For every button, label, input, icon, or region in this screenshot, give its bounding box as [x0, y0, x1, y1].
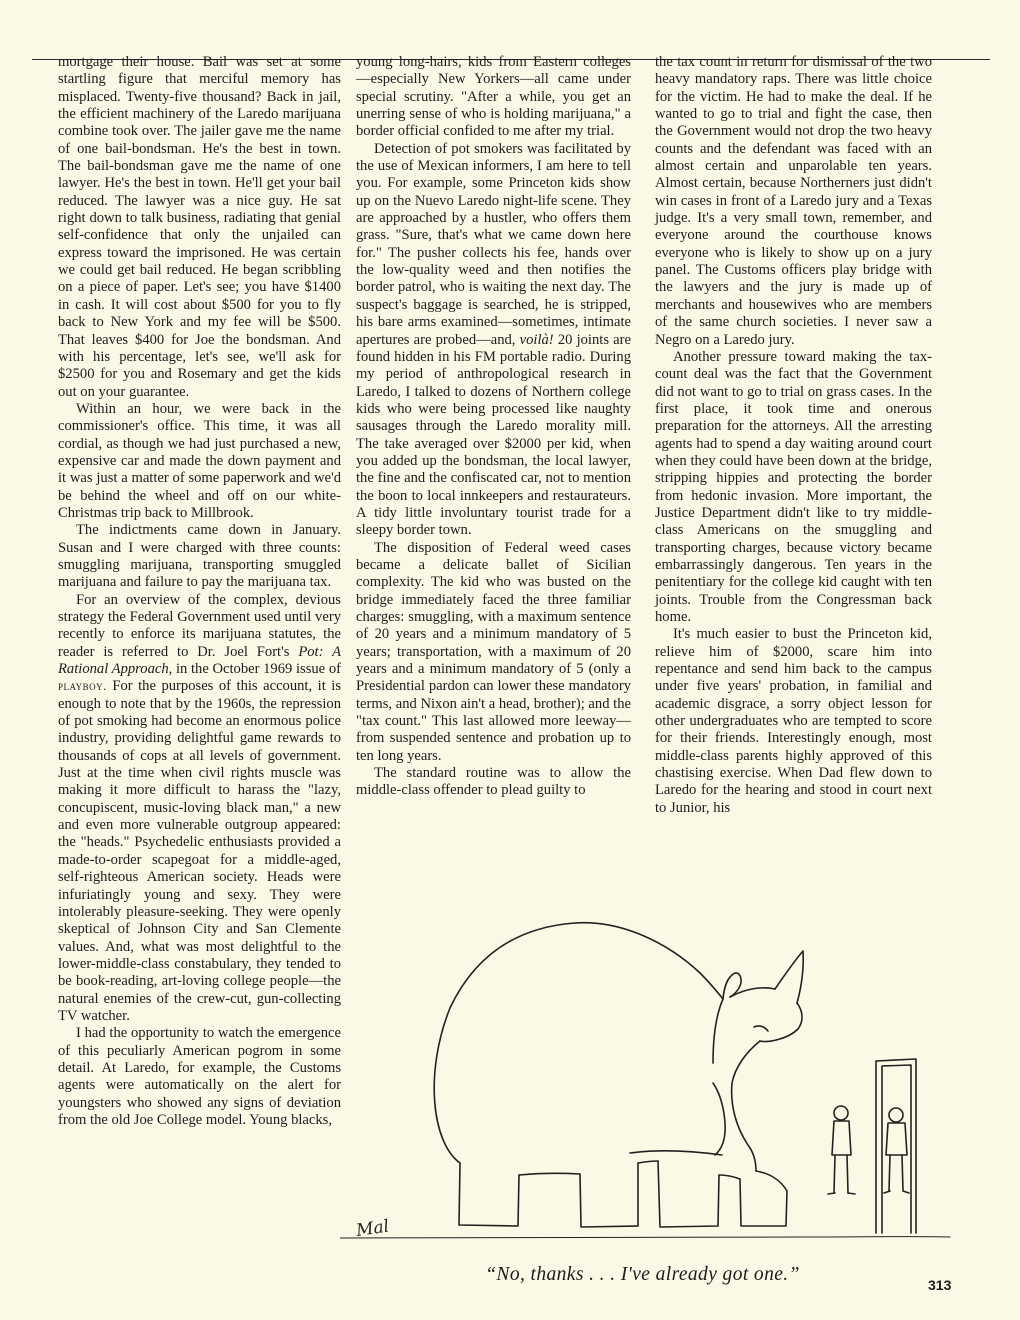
article-title: Pot: A Rational Approach,	[58, 643, 341, 678]
magazine-name: playboy.	[58, 679, 107, 694]
text-column-1	[58, 54, 341, 1129]
paragraph: It's much easier to bust the Princeton kid, relieve him of $2000, scare him into repentance and send him back to the campus under five years' probation, in familial and academic disgrace, a sorry object lesson for other undergraduates who are tempted to score for their friends. Interestingly enough, most middle-class parents highly approved of this chastising exercise. When Dad flew down to Laredo for the hearing and stood in court next to Junior, his	[655, 626, 932, 816]
text-column-2	[356, 54, 631, 800]
salesman-figure	[828, 1106, 855, 1194]
paragraph: young long-hairs, kids from Eastern colleges—especially New Yorkers—all came under special scrutiny. "After a while, you get an unerring sense of who is holding marijuana," a border official confided to me after my trial.	[356, 54, 631, 140]
paragraph-fort-reference	[58, 592, 341, 1026]
ground-line	[340, 1237, 950, 1239]
paragraph: the tax count in return for dismissal of the two heavy mandatory raps. There was little choice for the victim. He had to make the deal. If he wanted to go to trial and fight the case, then the Government would not drop the two heavy counts and the defendant was faced with an almost certain and unparolable ten years. Almost certain, because Northerners just didn't win cases in front of a Laredo jury and a Texas judge. It's a very small town, remember, and everyone around the courthouse knows everyone who is likely to show up on a jury panel. The Customs officers play bridge with the lawyers and the jury is made up of merchants and housewives who are members of the same church societies. I never saw a Negro on a Laredo jury.	[655, 54, 932, 348]
rhinoceros-drawing	[434, 923, 803, 1227]
rhinoceros-cartoon	[340, 893, 980, 1263]
paragraph: I had the opportunity to watch the emergence of this peculiarly American pogrom in some detail. At Laredo, for example, the Customs agents were automatically on the alert for youngsters who showed any signs of deviation from the old Joe College model. Young blacks,	[58, 1025, 341, 1128]
text-run: 20 joints are found hidden in his FM portable radio. During my period of anthropological research in Laredo, I talked to dozens of Northern college kids who were being processed like naughty sausages through the Laredo morality mill. The take averaged over $2000 per kid, when you added up the bondsman, the local lawyer, the fine and the confiscated car, not to mention the boon to local innkeepers and restaurateurs. A tidy little involuntary tourist trade for a sleepy border town.	[356, 331, 631, 539]
doorway-drawing	[876, 1059, 916, 1233]
artist-signature: Mal	[354, 1216, 391, 1241]
paragraph: The indictments came down in January. Susan and I were charged with three counts: smuggling marijuana, transporting smuggled marijuana and failure to pay the marijuana tax.	[58, 522, 341, 591]
cartoon-caption: “No, thanks . . . I've already got one.”	[485, 1264, 800, 1285]
paragraph: mortgage their house. Bail was set at some startling figure that merciful memory has misplaced. Twenty-five thousand? Back in jail, the efficient machinery of the Laredo marijuana combine took over. The jailer gave me the name of one bail-bondsman. He's the best in town. The bail-bondsman gave me the name of one lawyer. He's the best in town. He'll get your bail reduced. The lawyer was a nice guy. He sat right down to talk business, radiating that genial self-confidence that only the unjailed can express toward the imprisoned. He was certain we could get bail reduced. He began scribbling on a piece of paper. Let's see; you have $1400 in cash. It will cost about $500 for you to fly back to New York and my fee will be $500. That leaves $400 for Joe the bondsman. And with his percentage, let's see, we'll ask for $2500 for you and Rosemary and get the kids out on your guarantee.	[58, 54, 341, 400]
text-run: in the October 1969 issue of	[175, 661, 341, 678]
text-run: For the purposes of this account, it is enough to note that by the 1960s, the repression of pot smoking had become an enormous police industry, providing delightful game rewards to thousands of cops at all levels of government. Just at the time when civil rights muscle was making it more difficult to harass the "lazy, concupiscent, music-loving black man," a new and even more vulnerable outgroup appeared: the "heads." Psychedelic enthusiasts provided a made-to-order scapegoat for a middle-aged, self-righteous American society. Heads were infuriatingly young and sexy. They were intolerably pleasure-seeking. They were openly skeptical of Johnson City and San Clemente values. And, what was most delightful to the lower-middle-class constabulary, they tended to be book-reading, art-loving college people—the natural enemies of the crew-cut, gun-collecting TV watcher.	[58, 678, 341, 1024]
paragraph: Within an hour, we were back in the commissioner's office. This time, it was all cordial, as though we had just purchased a new, expensive car and made the down payment and it was just a matter of some paperwork and we'd be behind the wheel and off on our white-Christmas trip back to Millbrook.	[58, 400, 341, 521]
text-column-3	[655, 54, 932, 817]
italic-exclamation: voilà!	[519, 331, 554, 348]
paragraph: The standard routine was to allow the middle-class offender to plead guilty to	[356, 765, 631, 799]
paragraph: The disposition of Federal weed cases became a delicate ballet of Sicilian complexity. The kid who was busted on the bridge immediately faced the three familiar charges: smuggling, with a maximum sentence of 20 years and a minimum mandatory of 5 years; transportation, with a maximum of 20 years and a minimum mandatory of 5 (only a Presidential pardon can lower these mandatory terms, and Nixon ain't a head, brother); and the "tax count." This last allowed more leeway—from suspended sentence and probation up to ten long years.	[356, 539, 631, 764]
text-run: Detection of pot smokers was facilitated by the use of Mexican informers, I am here to tell you. For example, some Princeton kids show up on the Nuevo Laredo night-life scene. They are approached by a hustler, who offers them grass. "Sure, that's what we came down here for." The pusher collects his fee, hands over the low-quality weed and then notifies the border patrol, who is waiting the next day. The suspect's baggage is searched, he is stripped, his bare arms examined—sometimes, intimate apertures are probed—and,	[356, 140, 631, 348]
paragraph-detection	[356, 141, 631, 540]
page-number: 313	[928, 1277, 952, 1293]
text-run: For an overview of the complex, devious strategy the Federal Government used until very recently to enforce its marijuana statutes, the reader is referred to Dr. Joel Fort's	[58, 591, 341, 660]
man-in-doorway	[884, 1108, 909, 1193]
paragraph: Another pressure toward making the tax-count deal was the fact that the Government did not want to go to trial on grass cases. In the first place, it took time and onerous preparation for the attorneys. All the arresting agents had to spend a day waiting around court when they could have been down at the bridge, stripping hippies and protecting the border from hedonic invasion. More important, the Justice Department didn't like to try middle-class Americans on the smuggling and transporting charges, because victory became embarrassingly dangerous. Ten years in the penitentiary for the college kid caught with ten joints. Trouble from the Congressman back home.	[655, 348, 932, 625]
